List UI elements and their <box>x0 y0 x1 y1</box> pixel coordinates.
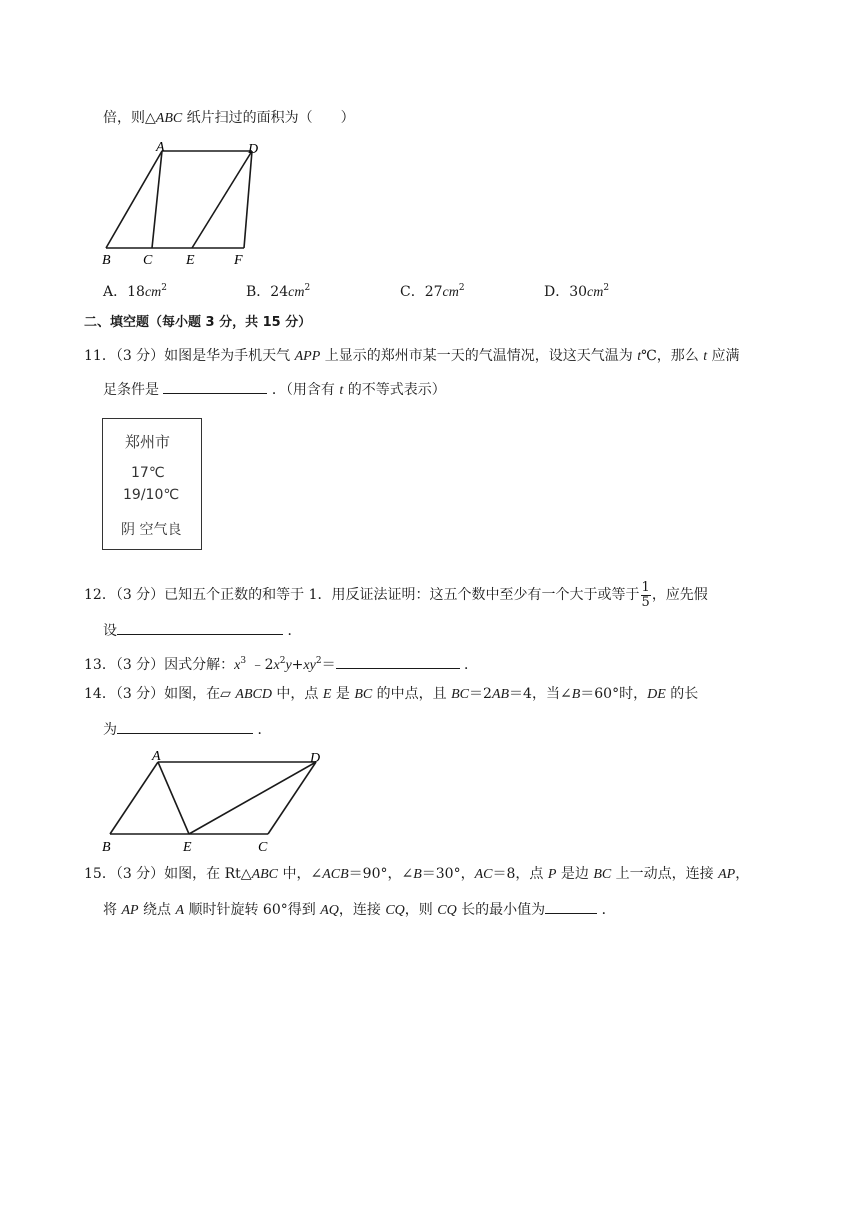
q10-label-D: D <box>248 142 258 157</box>
q12-line-1: 12．（3 分）已知五个正数的和等于 1．用反证法证明：这五个数中至少有一个大于或等于 $\frac{1}{5}$ ，应先假 <box>84 579 708 610</box>
section-2-title: 二、填空题（每小题 3 分，共 15 分） <box>84 315 312 330</box>
q11-answer-blank[interactable] <box>163 379 267 394</box>
q15-answer-blank[interactable] <box>545 899 597 914</box>
q14-line-1: 14．（3 分）如图，在▱ ABCD 中，点 E 是 BC 的中点，且 BC＝2AB＝4，当∠B＝60°时，DE 的长 <box>84 686 699 702</box>
q10-parallelogram-figure <box>98 140 258 268</box>
q10-stem-line: 倍，则△ABC 纸片扫过的面积为（ ） <box>103 110 355 126</box>
q14-label-B: B <box>102 840 111 855</box>
q13-answer-blank[interactable] <box>336 654 460 669</box>
q14-label-E: E <box>183 840 192 855</box>
q11-line-1: 11．（3 分）如图是华为手机天气 APP 上显示的郑州市某一天的气温情况，设这天气温为 t℃，那么 t 应满 <box>84 348 740 364</box>
weather-condition: 阴 空气良 <box>121 522 182 538</box>
q14-label-C: C <box>258 840 268 855</box>
q10-label-F: F <box>234 253 243 268</box>
q13-line: 13．（3 分）因式分解：$x^3$ $﹣2x^2y+xy^2=$ ． <box>84 656 479 673</box>
q10-label-E: E <box>186 253 195 268</box>
weather-current-temp: 17℃ <box>131 465 165 481</box>
q10-choice-d[interactable]: D．$30cm^2$ <box>544 283 610 300</box>
q10-choice-b[interactable]: B．$24cm^2$ <box>246 283 311 300</box>
q15-line-2: 将 AP 绕点 A 顺时针旋转 60°得到 AQ，连接 CQ，则 CQ 长的最小值为 ． <box>103 899 616 921</box>
q10-label-C: C <box>143 253 153 268</box>
q12-fraction: $\frac{1}{5}$ <box>641 579 650 610</box>
q14-answer-blank[interactable] <box>117 719 253 734</box>
q14-line-2: 为 ． <box>103 719 271 740</box>
q10-choice-c[interactable]: C．$27cm^2$ <box>400 283 465 300</box>
q15-line-1: 15．（3 分）如图，在 Rt△ABC 中，∠ACB＝90°，∠B＝30°，AC＝8，点 P 是边 BC 上一动点，连接 AP， <box>84 866 750 882</box>
q12-answer-blank[interactable] <box>117 620 283 635</box>
q11-line-2: 足条件是 ．（用含有 t 的不等式表示） <box>103 379 446 401</box>
q14-label-A: A <box>152 749 161 764</box>
q14-parallelogram-figure <box>98 748 330 858</box>
q12-line-2: 设 ． <box>103 620 301 641</box>
q14-label-D: D <box>310 751 321 766</box>
weather-city: 郑州市 <box>125 433 171 451</box>
weather-card <box>102 418 202 550</box>
q10-label-B: B <box>102 253 111 268</box>
q10-choice-a[interactable]: A．$18cm^2$ <box>103 283 167 300</box>
q10-label-A: A <box>156 140 165 155</box>
weather-temp-range: 19/10℃ <box>123 487 180 503</box>
